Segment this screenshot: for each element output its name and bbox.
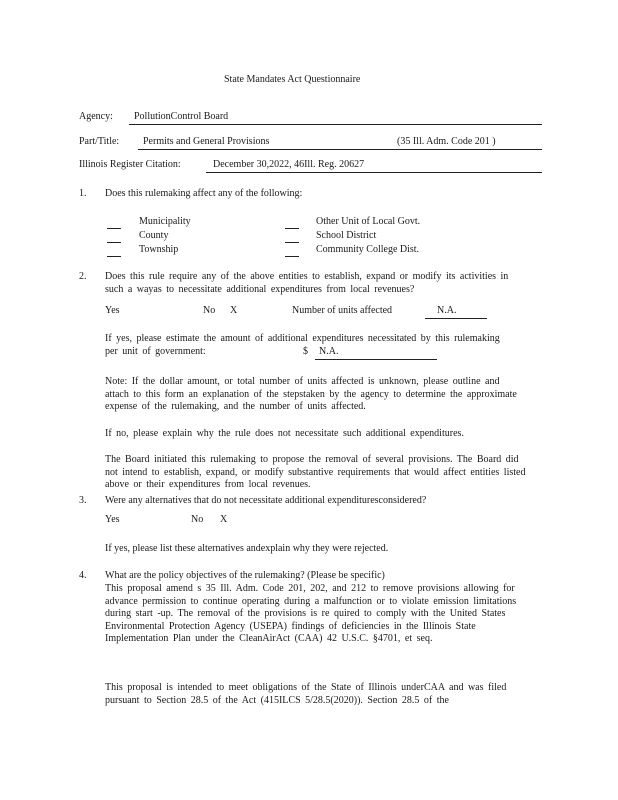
q3-no-label: No <box>191 514 204 525</box>
checkbox-school-district[interactable] <box>285 242 299 243</box>
q3-text: Were any alternatives that do not necessitate additional expendituresconsidered? <box>105 495 427 506</box>
q1-left-0: Municipality <box>139 216 191 227</box>
units-underline <box>425 318 487 319</box>
q4-text: What are the policy objectives of the rulemaking? (Please be specific) <box>105 570 385 581</box>
part-title-label: Part/Title: <box>79 136 120 147</box>
q2-if-no: If no, please explain why the rule does not necessitate such additional expenditures. <box>105 428 464 439</box>
checkbox-other-unit[interactable] <box>285 228 299 229</box>
q4-paragraph-1: This proposal amend s 35 Ill. Adm. Code 201, 202, and 212 to remove provisions allowing for advance permission to continue operating during a malfunction or to violate emission limitations during start -up. The removal of the provisions is re quired to comply with the United States Environmental Protection Agency (USEPA) findings of deficiencies in the Illinois State Implementation Plan under the CleanAirAct (CAA) 42 U.S.C. §4701, et seq. <box>105 583 517 644</box>
q2-units-label: Number of units affected <box>292 305 393 316</box>
q4-paragraph-2: This proposal is intended to meet obligations of the State of Illinois underCAA and was filed pursuant to Section 28.5 of the Act (415ILCS 5/28.5(2020)). Section 28.5 of the <box>105 682 507 706</box>
q2-number: 2. <box>79 271 87 282</box>
q2-yes-label: Yes <box>105 305 120 316</box>
citation-label: Illinois Register Citation: <box>79 159 181 170</box>
q1-number: 1. <box>79 188 87 199</box>
q2-units-value[interactable]: N.A. <box>437 305 457 316</box>
page-title: State Mandates Act Questionnaire <box>224 74 361 85</box>
estimate-underline <box>315 359 437 360</box>
q2-estimate-value[interactable]: N.A. <box>319 346 339 357</box>
agency-value: PollutionControl Board <box>134 111 229 122</box>
q1-right-1: School District <box>316 230 377 241</box>
q1-left-1: County <box>139 230 169 241</box>
q3-no-mark[interactable]: X <box>220 514 228 525</box>
q3-number: 3. <box>79 495 87 506</box>
q3-if-yes: If yes, please list these alternatives andexplain why they were rejected. <box>105 543 389 554</box>
agency-underline <box>129 124 542 125</box>
q2-dollar: $ <box>303 346 308 357</box>
agency-label: Agency: <box>79 111 113 122</box>
q2-board-text: The Board initiated this rulemaking to propose the removal of several provisions. The Board did not intend to establish, expand, or modify substantive requirements that would affect entities listed above or their expenditures from local revenues. <box>105 454 526 490</box>
checkbox-township[interactable] <box>107 256 121 257</box>
citation-underline <box>206 172 542 173</box>
checkbox-municipality[interactable] <box>107 228 121 229</box>
q1-right-2: Community College Dist. <box>316 244 420 255</box>
q2-note: Note: If the dollar amount, or total number of units affected is unknown, please outline and attach to this form an explanation of the stepstaken by the agency to determine the approximate expense of the rulemaking, and the number of units affected. <box>105 376 517 412</box>
q1-text: Does this rulemaking affect any of the following: <box>105 188 303 199</box>
part-title-value: Permits and General Provisions <box>143 136 270 147</box>
checkbox-county[interactable] <box>107 242 121 243</box>
q4-number: 4. <box>79 570 87 581</box>
q2-no-label: No <box>203 305 216 316</box>
q2-text: Does this rule require any of the above entities to establish, expand or modify its activities in such a wayas to necessitate additional expenditures from local revenues? <box>105 271 509 295</box>
checkbox-community-college[interactable] <box>285 256 299 257</box>
q2-estimate-text: If yes, please estimate the amount of additional expenditures necessitated by this rulemaking per unit of government: <box>105 333 500 357</box>
part-underline <box>138 149 542 150</box>
q2-no-mark[interactable]: X <box>230 305 238 316</box>
citation-value: December 30,2022, 46Ill. Reg. 20627 <box>213 159 365 170</box>
q1-right-0: Other Unit of Local Govt. <box>316 216 421 227</box>
q1-left-2: Township <box>139 244 179 255</box>
q3-yes-label: Yes <box>105 514 120 525</box>
part-code: (35 Ill. Adm. Code 201 ) <box>397 136 496 147</box>
